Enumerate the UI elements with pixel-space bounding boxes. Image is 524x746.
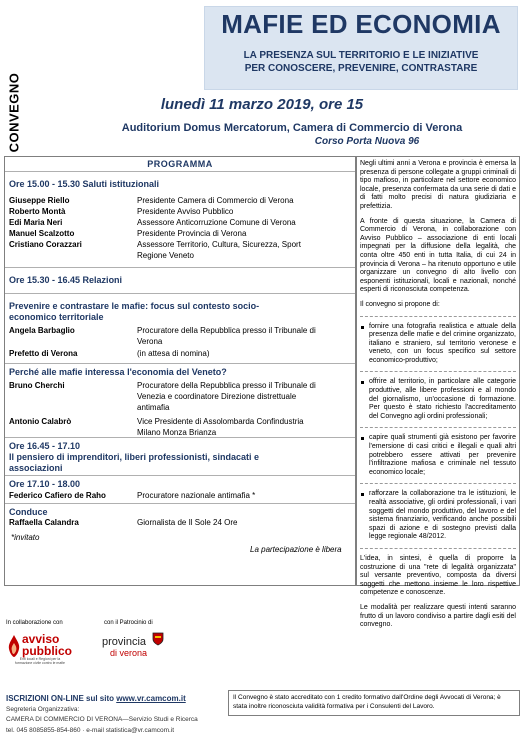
accreditation-note: Il Convegno è stato accreditato con 1 credito formativo dall'Ordine degli Avvocati di Verona; è stata inoltre riconosciuta validità formativa per i Consulenti del Lavoro. xyxy=(228,690,520,716)
speaker-role: Assessore Anticorruzione Comune di Verona xyxy=(137,218,296,227)
page-subtitle xyxy=(205,49,517,75)
divider xyxy=(360,427,516,428)
subtitle-line-2: PER CONOSCERE, PREVENIRE, CONTRASTARE xyxy=(244,63,478,74)
session-3-line-2: associazioni xyxy=(9,463,63,473)
session-4-time: Ore 17.10 - 18.00 xyxy=(9,479,81,489)
speaker-name: Edi Maria Neri xyxy=(9,218,63,227)
speaker-role: Presidente Provincia di Verona xyxy=(137,229,247,238)
speaker-name: Federico Cafiero de Raho xyxy=(9,491,106,500)
divider xyxy=(5,437,355,438)
objective-item: capire quali strumenti già esistono per favorire l'emersione di casi critici e illegali e quali altri potrebbero essere attivati per prevenire l'infiltrazione mafiosa e criminale nel tessuto economico locale; xyxy=(360,434,516,477)
description-paragraph: Il convegno si propone di: xyxy=(360,300,440,308)
speaker-name: Cristiano Corazzari xyxy=(9,240,82,249)
side-label-text: CONVEGNO xyxy=(6,72,22,152)
speaker-role: Procuratore della Repubblica presso il Tribunale di xyxy=(137,326,316,335)
speaker-role: Venezia e coordinatore Direzione distrettuale xyxy=(137,392,297,401)
speaker-role: antimafia xyxy=(137,403,170,412)
talks-heading: Ore 15.30 - 16.45 Relazioni xyxy=(9,275,123,285)
speaker-role: (in attesa di nomina) xyxy=(137,349,210,358)
speaker-role: Procuratore nazionale antimafia * xyxy=(137,491,256,500)
speaker-name: Bruno Cherchi xyxy=(9,381,65,390)
program-title: PROGRAMMA xyxy=(147,159,213,169)
speaker-name: Giuseppe Riello xyxy=(9,196,70,205)
free-entry-note: La partecipazione è libera xyxy=(250,545,342,554)
description-paragraph: Negli ultimi anni a Verona e provincia è emersa la presenza di persone collegate a gruppi criminali di tipo mafioso, in particolare nel settore economico locale, presenza confermata da una serie di dati e di fatti molto precisi di natura giudiziaria e prefettizia. xyxy=(360,160,516,210)
flame-icon xyxy=(8,635,20,657)
avviso-pubblico-logo xyxy=(14,630,72,668)
avviso-pubblico-mark xyxy=(8,633,72,657)
topic-2: Perché alle mafie interessa l'economia del Veneto? xyxy=(9,367,227,377)
objective-item: offrire al territorio, in particolare alle categorie produttive, alle libere professioni e al mondo del giornalismo, un'occasione di formazione. Per questo è stato richiesto l'accreditamento del Convegno agli ordini professionali; xyxy=(360,378,516,421)
objective-item: fornire una fotografia realistica e attuale della presenza delle mafie e del crimine organizzato, italiano e straniero, sul territorio veronese e veneto, con un focus specifico sul settore economico-produttivo; xyxy=(360,323,516,366)
session-3-line-1: Il pensiero di imprenditori, liberi professionisti, sindacati e xyxy=(9,452,260,462)
conduce-label: Conduce xyxy=(9,507,48,517)
divider xyxy=(360,483,516,484)
pubblico-word: pubblico xyxy=(22,644,72,658)
event-date: lunedì 11 marzo 2019, ore 15 xyxy=(160,96,364,113)
topic-1-line-1: Prevenire e contrastare le mafie: focus sul contesto socio- xyxy=(9,301,260,311)
invited-note: *invitato xyxy=(11,533,40,542)
divider xyxy=(5,475,355,476)
description-paragraph: Le modalità per realizzare questi intenti saranno frutto di un lavoro condiviso a partire dagli esiti del convegno. xyxy=(360,603,516,629)
speaker-role: Regione Veneto xyxy=(137,251,194,260)
moderator-role: Giornalista de Il Sole 24 Ore xyxy=(137,518,238,527)
secretariat-label: Segreteria Organizzativa: xyxy=(6,706,80,713)
collaboration-label: In collaborazione con xyxy=(6,620,63,626)
divider xyxy=(360,316,516,317)
divider xyxy=(5,171,355,172)
avviso-word: avviso xyxy=(22,632,60,646)
session-3-time: Ore 16.45 - 17.10 xyxy=(9,441,81,451)
page-title: MAFIE ED ECONOMIA xyxy=(221,9,501,39)
description-paragraph: L'idea, in sintesi, è quella di proporre la costruzione di una "rete di legalità organizzata" sul versante preventivo, composta da diversi soggetti che mettono insieme le loro rispettive competenze e conoscenze. xyxy=(360,554,516,597)
divider xyxy=(360,371,516,372)
speaker-role: Procuratore della Repubblica presso il Tribunale di xyxy=(137,381,316,390)
objective-item: rafforzare la collaborazione tra le istituzioni, le realtà associative, gli ordini professionali, i vari soggetti del mondo produttivo, del lavoro e del sistema finanziario, verificando anche possibili spazi di azione e di sostegno previsti dalla legge regionale 48/2012. xyxy=(360,490,516,542)
registration-label: ISCRIZIONI ON-LINE sul sito xyxy=(6,694,117,703)
moderator-name: Raffaella Calandra xyxy=(9,518,79,527)
event-venue: Auditorium Domus Mercatorum, Camera di Commercio di Verona xyxy=(121,122,463,134)
speaker-role: Presidente Avviso Pubblico xyxy=(137,207,234,216)
topic-1-line-2: economico territoriale xyxy=(9,312,104,322)
subtitle-line-1: LA PRESENZA SUL TERRITORIO E LE INIZIATIVE xyxy=(243,50,479,61)
avviso-tagline: Enti locali e Regioni per la formazione civile contro le mafie xyxy=(15,657,65,665)
verona-word: di verona xyxy=(110,648,148,658)
coat-of-arms-icon xyxy=(152,632,164,646)
registration-line xyxy=(6,694,186,703)
event-address: Corso Porta Nuova 96 xyxy=(314,136,420,147)
patronage-label: con il Patrocinio di xyxy=(104,620,153,626)
divider xyxy=(5,267,355,268)
registration-link[interactable]: www.vr.camcom.it xyxy=(116,694,186,703)
divider xyxy=(5,293,355,294)
speaker-name: Antonio Calabrò xyxy=(9,417,72,426)
speaker-role: Verona xyxy=(137,337,163,346)
divider xyxy=(5,503,355,504)
description-paragraph: A fronte di questa situazione, la Camera di Commercio di Verona, in collaborazione con Avviso Pubblico – associazione di enti locali impegnati per la diffusione della legalità, che conta oltre 450 enti in tutta Italia, di cui 24 in provincia di Verona – ha ritenuto opportuno e utile organizzare un convegno di alto livello con esponenti istituzionali, locali e nazionali, nonché esperti di riconosciuta competenza. xyxy=(360,217,516,294)
divider xyxy=(5,363,355,364)
speaker-name: Angela Barbaglio xyxy=(9,326,75,335)
program-box xyxy=(4,156,356,586)
secretariat-org: CAMERA DI COMMERCIO DI VERONA—Servizio Studi e Ricerca xyxy=(6,716,198,723)
speaker-name: Roberto Montà xyxy=(9,207,66,216)
speaker-role: Presidente Camera di Commercio di Verona xyxy=(137,196,294,205)
speaker-name: Prefetto di Verona xyxy=(9,349,78,358)
title-banner xyxy=(204,6,518,90)
speaker-role: Milano Monza Brianza xyxy=(137,428,217,437)
divider xyxy=(360,548,516,549)
speaker-role: Assessore Territorio, Cultura, Sicurezza, Sport xyxy=(137,240,301,249)
speaker-role: Vice Presidente di Assolombarda Confindustria xyxy=(137,417,304,426)
greetings-heading: Ore 15.00 - 15.30 Saluti istituzionali xyxy=(9,179,160,189)
description-box xyxy=(356,156,520,629)
speaker-name: Manuel Scalzotto xyxy=(9,229,75,238)
secretariat-contacts: tel. 045 8085855-854-860 · e-mail statistica@vr.camcom.it xyxy=(6,727,175,734)
provincia-verona-logo xyxy=(102,636,166,666)
provincia-word: provincia xyxy=(102,636,147,648)
